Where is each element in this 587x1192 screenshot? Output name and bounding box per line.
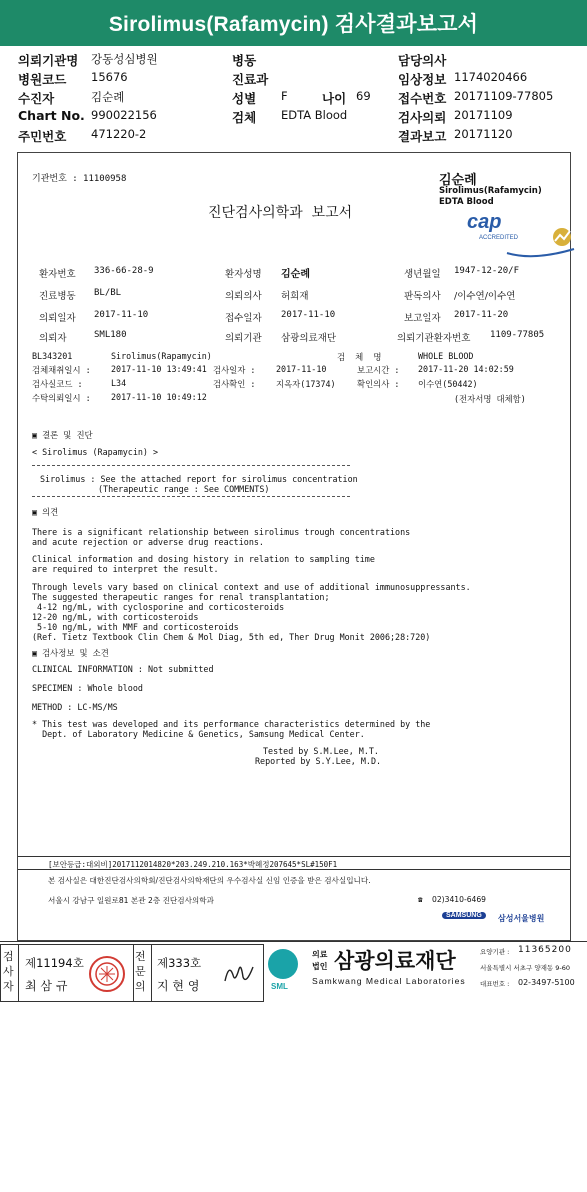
tel-value: 02-3497-5100 (518, 978, 575, 987)
banner-title: Sirolimus(Rafamycin) 검사결과보고서 (108, 13, 479, 36)
seal-stamp-icon (87, 954, 127, 994)
cap-accredited: ACCREDITED (479, 235, 519, 241)
sml-text: SML (271, 982, 288, 991)
test-name-top: Sirolimus(Rafamycin) (439, 186, 542, 196)
header-key: 결과보고 (398, 129, 447, 144)
samsung-hospital-name: 삼성서울병원 (498, 914, 545, 923)
header-row (0, 108, 587, 126)
info-key: 생년월일 (404, 269, 441, 280)
tested-by: Tested by S.M.Lee, M.T. (263, 746, 379, 756)
doctor-label: 전문의 (135, 950, 146, 993)
info-key: 보고일자 (404, 313, 441, 324)
info-key: 진료병동 (39, 291, 76, 302)
detail-key: 확인의사 : (357, 379, 400, 389)
samsung-wordmark: SAMSUNG (442, 912, 486, 919)
lab-address: 서울시 강남구 일원로81 본관 2층 진단검사의학과 (48, 896, 214, 905)
print-security-line: [보안등급:대외비]2017112014820*203.249.210.163*박혜정207645*SL#150F1 (48, 860, 338, 869)
esign-note: (전자서명 대체함) (454, 394, 526, 404)
samsung-logo (442, 911, 552, 931)
cap-logo (465, 208, 545, 244)
reported-by: Reported by S.Y.Lee, M.D. (255, 756, 382, 766)
result-heading: < Sirolimus (Rapamycin) > (32, 447, 159, 457)
corp-label-1: 의료 (312, 950, 328, 959)
scanned-report (17, 152, 571, 941)
header-value: 20171109 (454, 108, 513, 122)
header-value: 15676 (91, 70, 128, 84)
inspector-license: 제11194호 (25, 956, 84, 970)
detail-key: 검사확인 : (213, 379, 256, 389)
doctor-name: 지 현 영 (157, 979, 200, 993)
specimen-top: EDTA Blood (439, 197, 494, 207)
header-key: 검사의뢰 (398, 110, 447, 125)
detail-key: 보고시간 : (357, 365, 400, 375)
info-key: 의뢰기관환자번호 (397, 333, 471, 344)
signature-icon (219, 959, 259, 989)
header-value: 김순례 (91, 90, 125, 104)
info-value: BL/BL (94, 288, 122, 298)
info-key: 접수일자 (225, 313, 262, 324)
info-value: 김순례 (281, 269, 310, 280)
info-value: 허희재 (281, 291, 309, 302)
method-info: METHOD : LC-MS/MS (32, 702, 118, 712)
request-header (0, 46, 587, 146)
header-key: 접수번호 (398, 91, 447, 106)
divider (133, 945, 134, 1001)
certification-text: 본 검사실은 대한진단검사의학회/진단검사의학재단의 우수검사실 신임 인증을 받은 검사실입니다. (48, 876, 371, 885)
corp-name: 삼광의료재단 (334, 949, 456, 973)
detail-value: 지옥자(17374) (276, 379, 336, 389)
report-banner (0, 0, 587, 46)
divider (151, 945, 152, 1001)
header-value: 471220-2 (91, 127, 147, 141)
header-key: 임상정보 (398, 72, 447, 87)
header-key: Chart No. (18, 108, 85, 123)
clinical-info: CLINICAL INFORMATION : Not submitted (32, 664, 214, 674)
detail-value: 2017-11-10 10:49:12 (111, 392, 207, 402)
detail-code: BL343201 (32, 351, 73, 361)
detail-value: 2017-11-10 13:49:41 (111, 364, 207, 374)
detail-value: L34 (111, 378, 127, 388)
info-value: 2017-11-10 (281, 310, 336, 320)
header-value: 강동성심병원 (91, 52, 158, 66)
report-title: 진단검사의학과 보고서 (208, 205, 353, 221)
header-value: EDTA Blood (281, 108, 348, 122)
code-value: 11365200 (518, 945, 572, 955)
detail-key: 검체채취일시 : (32, 365, 91, 375)
header-row (0, 89, 587, 107)
detail-value: 2017-11-10 (276, 364, 327, 374)
section-result: ▣ 결론 및 진단 (32, 430, 93, 440)
opinion-line: There is a significant relationship between sirolimus trough concentrations (32, 527, 411, 537)
info-key: 환자번호 (39, 269, 76, 280)
divider (32, 465, 350, 466)
org-number: 기관번호 : 11100958 (32, 174, 127, 184)
inspector-box (0, 944, 264, 1002)
divider (18, 869, 570, 870)
detail-value: 이수연(50442) (418, 379, 478, 389)
info-value: 336-66-28-9 (94, 266, 154, 276)
tel-key: 대표번호 : (480, 980, 510, 988)
info-key: 환자성명 (225, 269, 262, 280)
corp-english: Samkwang Medical Laboratories (312, 976, 466, 986)
header-value: 69 (356, 89, 371, 103)
header-row (0, 70, 587, 88)
opinion-line: Through levels vary based on clinical context and use of additional immunosuppressants. (32, 582, 471, 592)
opinion-line: are required to interpret the result. (32, 564, 219, 574)
header-value: 20171120 (454, 127, 513, 141)
info-value: 2017-11-20 (454, 310, 509, 320)
header-key: 성별 (232, 91, 257, 106)
header-value: 1174020466 (454, 70, 528, 84)
certification-footer (0, 941, 587, 1004)
opinion-line: 4-12 ng/mL, with cyclosporine and corticosteroids (32, 602, 285, 612)
detail-key: 검사일자 : (213, 365, 256, 375)
detail-key: 수탁의뢰일시 : (32, 393, 91, 403)
detail-value: WHOLE BLOOD (418, 351, 474, 361)
section-info: ▣ 검사정보 및 소견 (32, 648, 109, 658)
detail-key: 검 체 명 (337, 352, 382, 362)
header-key: 수진자 (18, 91, 55, 106)
sml-logo-icon (268, 949, 298, 979)
header-key: 병동 (232, 53, 257, 68)
note-line: * This test was developed and its performance characteristics determined by the (32, 719, 431, 729)
inspector-label: 검사자 (3, 950, 14, 993)
header-row (0, 127, 587, 145)
opinion-line: Clinical information and dosing history in relation to sampling time (32, 554, 375, 564)
corp-address: 서울특별시 서초구 양재동 9-60 (480, 964, 571, 972)
detail-key: 검사실코드 : (32, 379, 83, 389)
info-value: 1947-12-20/F (454, 266, 520, 276)
header-key: 진료과 (232, 72, 269, 87)
corp-label-2: 법인 (312, 962, 328, 971)
info-value: /이수연/이수연 (454, 291, 516, 302)
result-line: Sirolimus : See the attached report for sirolimus concentration (40, 474, 358, 484)
divider (18, 856, 570, 857)
info-key: 의뢰기관 (225, 333, 262, 344)
opinion-line: The suggested therapeutic ranges for renal transplantation; (32, 592, 330, 602)
info-key: 의뢰의사 (225, 291, 262, 302)
info-value: SML180 (94, 330, 127, 340)
header-key: 의뢰기관명 (18, 53, 79, 68)
specimen-info: SPECIMEN : Whole blood (32, 683, 143, 693)
result-line: (Therapeutic range : See COMMENTS) (98, 484, 270, 494)
divider (18, 945, 19, 1001)
opinion-line: 12-20 ng/mL, with corticosteroids (32, 612, 199, 622)
header-value: 990022156 (91, 108, 157, 122)
opinion-line: and acute rejection or adverse drug reactions. (32, 537, 264, 547)
header-key: 검체 (232, 110, 257, 125)
opinion-line: (Ref. Tietz Textbook Clin Chem & Mol Diag, 5th ed, Ther Drug Monit 2006;28:720) (32, 632, 431, 642)
section-opinion: ▣ 의견 (32, 507, 59, 517)
header-key: 담당의사 (398, 53, 447, 68)
header-value: F (281, 89, 288, 103)
header-key: 나이 (322, 91, 347, 106)
info-value: 2017-11-10 (94, 310, 149, 320)
cap-badge-icon (504, 227, 584, 263)
opinion-line: 5-10 ng/mL, with MMF and corticosteroids (32, 622, 239, 632)
samkwang-logo (268, 945, 587, 1001)
detail-value: 2017-11-20 14:02:59 (418, 364, 514, 374)
doctor-license: 제333호 (157, 956, 202, 970)
info-value: 삼광의료재단 (281, 333, 337, 344)
header-key: 병원코드 (18, 72, 67, 87)
note-line: Dept. of Laboratory Medicine & Genetics, Samsung Medical Center. (32, 729, 365, 739)
info-key: 판독의사 (404, 291, 441, 302)
info-key: 의뢰자 (39, 333, 67, 344)
detail-test: Sirolimus(Rapamycin) (111, 351, 212, 361)
patient-name-top: 김순례 (439, 173, 477, 188)
phone-icon: ☎ (418, 895, 423, 904)
code-key: 요양기관 : (480, 948, 510, 956)
divider (32, 496, 350, 497)
cap-text: cap (467, 211, 502, 233)
inspector-name: 최 삼 규 (25, 979, 68, 993)
header-key: 주민번호 (18, 129, 67, 144)
info-value: 1109-77805 (490, 330, 545, 340)
header-row (0, 51, 587, 69)
lab-phone: 02)3410-6469 (432, 895, 487, 904)
header-value: 20171109-77805 (454, 89, 554, 103)
info-key: 의뢰일자 (39, 313, 76, 324)
